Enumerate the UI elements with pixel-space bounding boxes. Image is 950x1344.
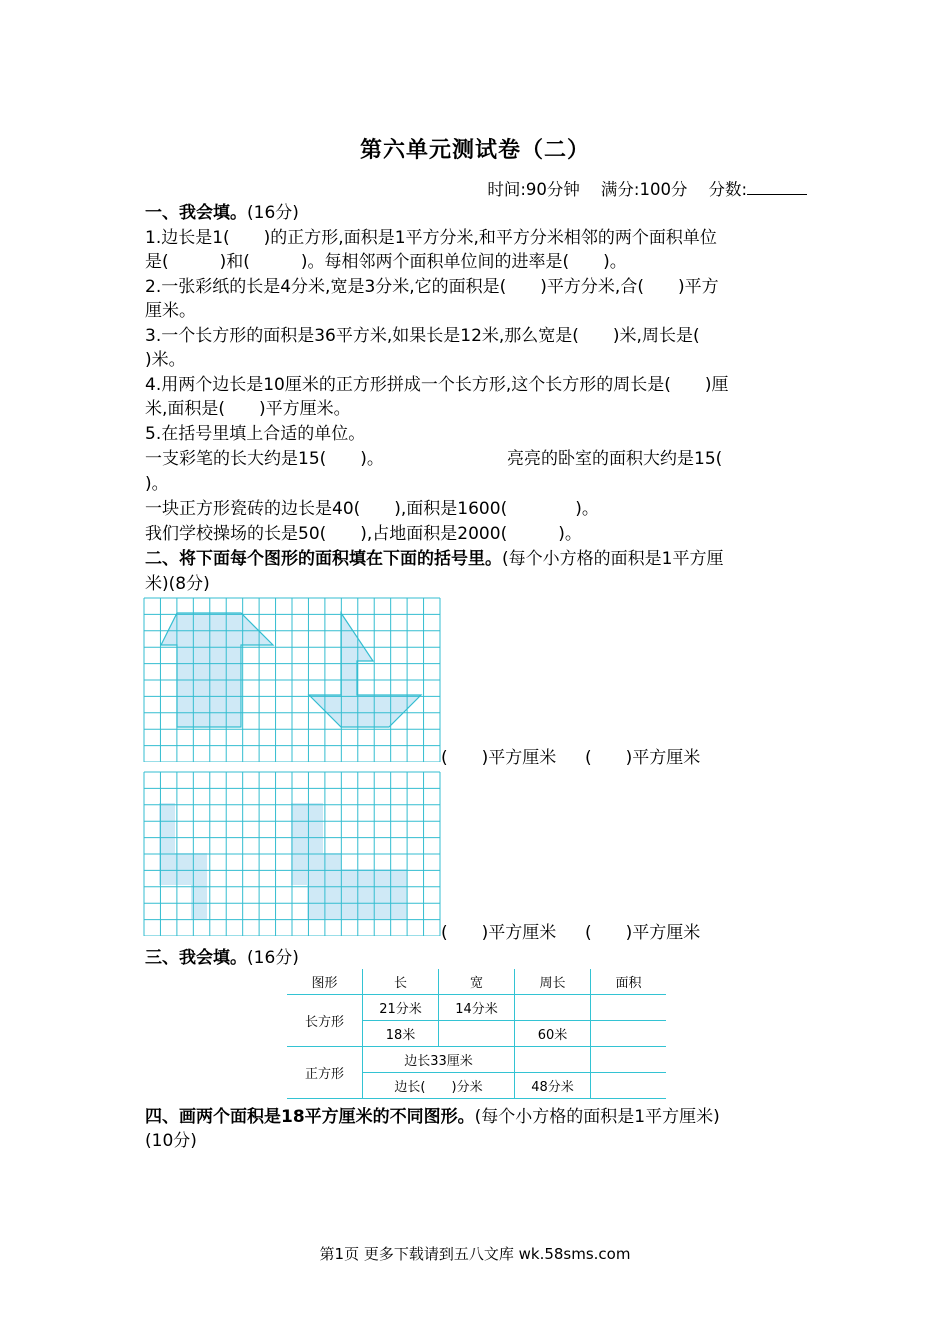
table-cell[interactable] <box>439 1021 515 1047</box>
section-1-heading: 一、我会填。(16分) <box>145 203 299 223</box>
q5-line-a: 5.在括号里填上合适的单位。 <box>145 424 366 444</box>
time-limit: 时间:90分钟 <box>487 180 580 199</box>
page-title: 第六单元测试卷（二） <box>359 137 590 163</box>
q5-line-e: 我们学校操场的长是50( ),占地面积是2000( )。 <box>145 524 582 544</box>
row-label-square: 正方形 <box>287 1047 363 1099</box>
q5-line-c: )。 <box>145 474 169 494</box>
table-header: 宽 <box>439 969 515 995</box>
table-header: 长 <box>363 969 439 995</box>
table-header-row <box>287 969 666 995</box>
table-row <box>287 1047 666 1073</box>
table-cell: 14分米 <box>439 995 515 1021</box>
table-cell[interactable] <box>591 1073 667 1099</box>
table-row <box>287 995 666 1021</box>
section-4-heading: 四、画两个面积是18平方厘米的不同图形。(每个小方格的面积是1平方厘米) <box>145 1107 720 1127</box>
q1-line-a: 1.边长是1( )的正方形,面积是1平方分米,和平方分米相邻的两个面积单位 <box>145 228 717 248</box>
grid-figure-top <box>143 597 441 762</box>
table-cell: 18米 <box>363 1021 439 1047</box>
table-cell[interactable] <box>591 1047 667 1073</box>
table-cell[interactable] <box>515 1047 591 1073</box>
shape-l-left <box>159 803 207 919</box>
q1-line-b: 是( )和( )。每相邻两个面积单位间的进率是( )。 <box>145 252 627 272</box>
q2-line-a: 2.一张彩纸的长是4分米,宽是3分米,它的面积是( )平方分米,合( )平方 <box>145 277 719 297</box>
table-header: 图形 <box>287 969 363 995</box>
answer-blank-1[interactable]: ( )平方厘米 <box>441 748 557 768</box>
section-3-heading: 三、我会填。(16分) <box>145 948 299 968</box>
q5-line-b1: 一支彩笔的长大约是15( )。 <box>145 449 384 469</box>
grid-figure-bottom <box>143 771 441 936</box>
section-2-heading-cont: 米)(8分) <box>145 574 210 594</box>
table-cell[interactable]: 边长( )分米 <box>363 1073 515 1099</box>
table-cell[interactable] <box>591 1021 667 1047</box>
answer-blank-2[interactable]: ( )平方厘米 <box>585 748 701 768</box>
q2-line-b: 厘米。 <box>145 301 196 321</box>
exam-meta <box>487 176 807 200</box>
q5-line-b2: 亮亮的卧室的面积大约是15( <box>507 449 723 469</box>
q5-line-d: 一块正方形瓷砖的边长是40( ),面积是1600( )。 <box>145 499 599 519</box>
page-footer: 第1页 更多下载请到五八文库 wk.58sms.com <box>319 1245 631 1263</box>
table-cell[interactable] <box>591 995 667 1021</box>
answer-blank-3[interactable]: ( )平方厘米 <box>441 923 557 943</box>
score-blank[interactable] <box>747 180 807 195</box>
q4-line-a: 4.用两个边长是10厘米的正方形拼成一个长方形,这个长方形的周长是( )厘 <box>145 375 729 395</box>
table-cell[interactable] <box>515 995 591 1021</box>
q3-line-a: 3.一个长方形的面积是36平方米,如果长是12米,那么宽是( )米,周长是( <box>145 326 700 346</box>
table-cell: 21分米 <box>363 995 439 1021</box>
table-cell: 60米 <box>515 1021 591 1047</box>
shape-arrow-up <box>161 613 273 727</box>
answer-blank-4[interactable]: ( )平方厘米 <box>585 923 701 943</box>
full-score: 满分:100分 <box>600 180 688 199</box>
table-header: 周长 <box>515 969 591 995</box>
score-label: 分数: <box>708 180 747 199</box>
section-4-heading-cont: (10分) <box>145 1131 197 1151</box>
table-cell: 边长33厘米 <box>363 1047 515 1073</box>
shape-hook <box>309 613 421 727</box>
q4-line-b: 米,面积是( )平方厘米。 <box>145 399 351 419</box>
table-header: 面积 <box>591 969 667 995</box>
section-2-heading: 二、将下面每个图形的面积填在下面的括号里。(每个小方格的面积是1平方厘 <box>145 549 724 569</box>
row-label-rect: 长方形 <box>287 995 363 1047</box>
table-cell: 48分米 <box>515 1073 591 1099</box>
q3-line-b: )米。 <box>145 350 186 370</box>
fill-table <box>287 969 666 1099</box>
